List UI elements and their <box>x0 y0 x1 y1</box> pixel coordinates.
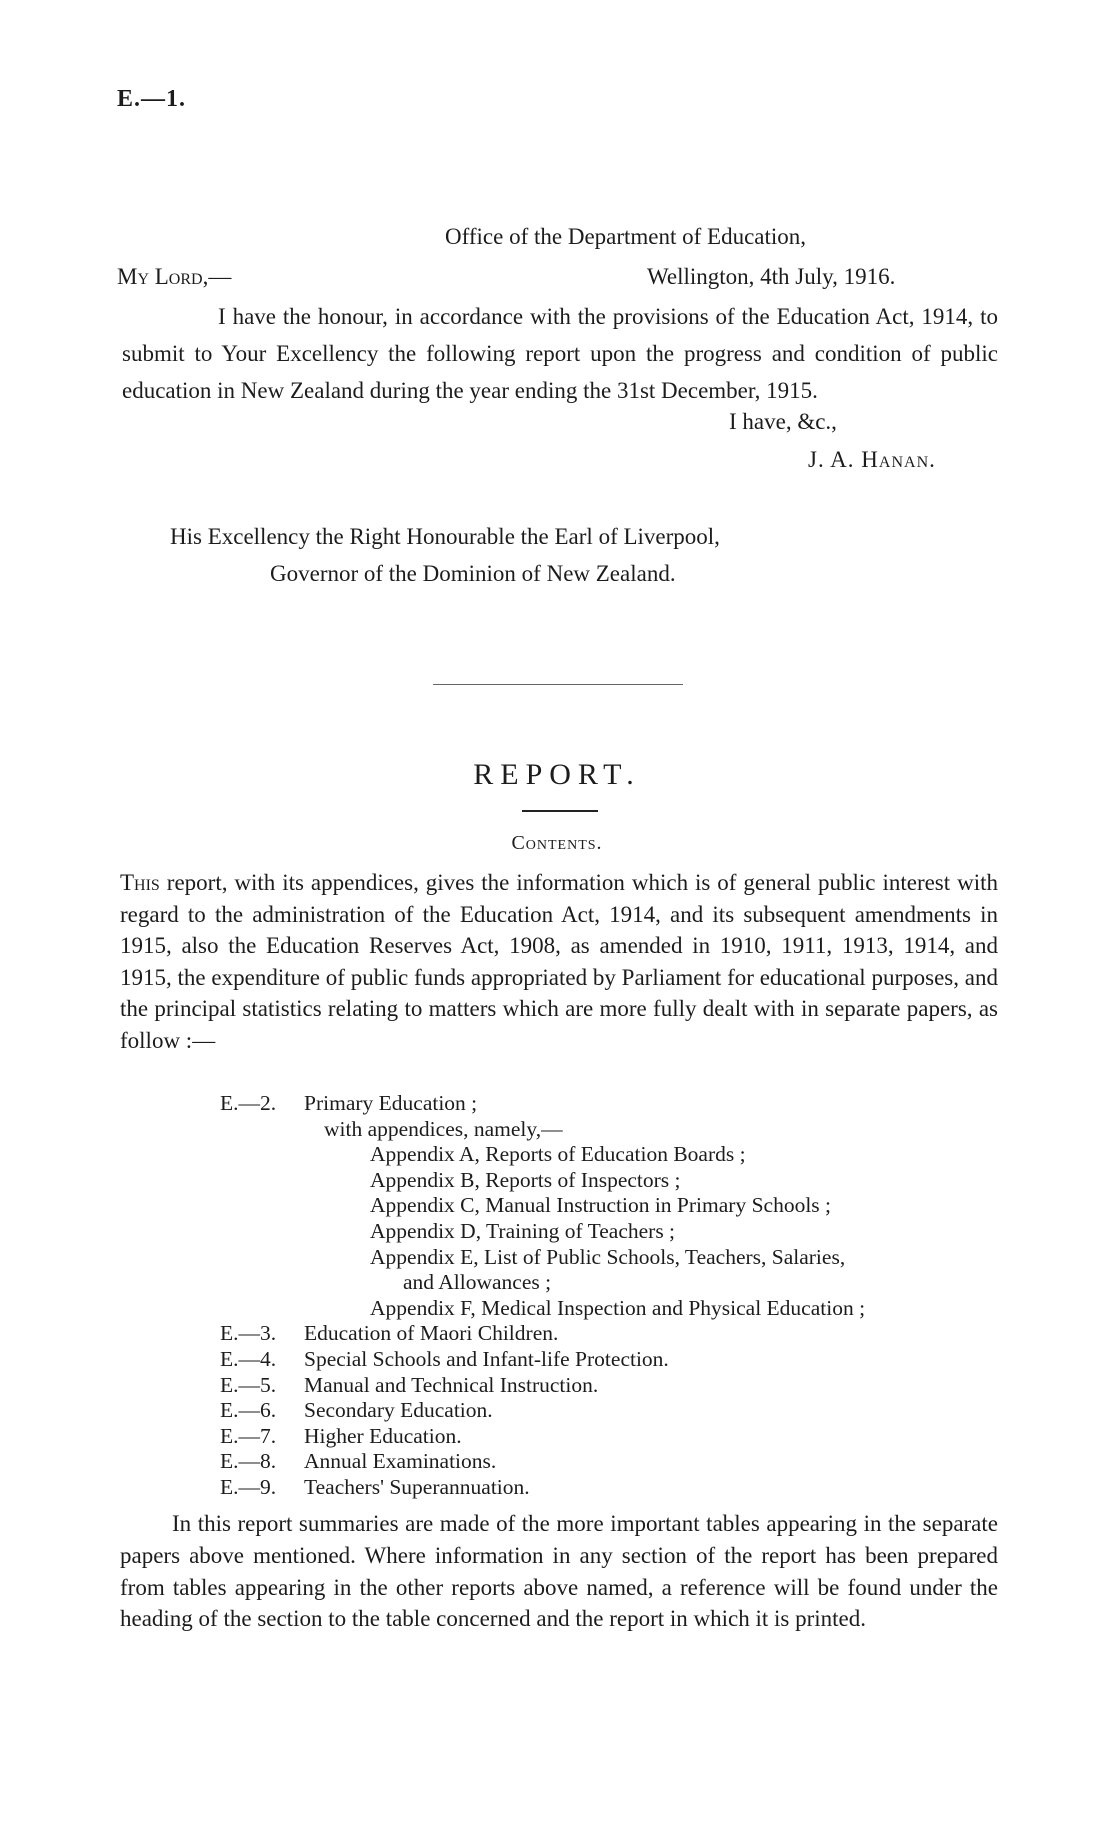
contents-heading: Contents. <box>511 832 603 854</box>
appendix-entry <box>220 1219 1010 1245</box>
page-reference: E.—1. <box>117 86 187 112</box>
separator-rule <box>433 684 683 685</box>
salutation: My Lord,— <box>117 264 232 289</box>
paper-entry <box>220 1321 1010 1347</box>
appendix-entry <box>220 1142 1010 1168</box>
letter-body: I have the honour, in accordance with the provisions of the Education Act, 1914, to submit to Your Excellency the following report upon the progress and condition of public education in New Zealand during the year ending the 31st December, 1915. <box>122 304 998 403</box>
letter-closing: I have, &c., <box>729 409 837 434</box>
closing-paragraph: In this report summaries are made of the more important tables appearing in the separate papers above mentioned. Where information in any section of the report has been prepared from tables appearing in the other reports above named, a reference will be found under the heading of the section to the table concerned and the report in which it is printed. <box>120 1511 998 1632</box>
appendix-continuation <box>220 1270 1010 1296</box>
intro-text: report, with its appendices, gives the information which is of general public interest with regard to the administration of the Education Act, 1914, and its subsequent amendments in 1915, also the Education Reserves Act, 1908, as amended in 1910, 1911, 1913, 1914, and 1915, the expenditure of public funds appropriated by Parliament for educational purposes, and the principal statistics relating to matters which are more fully dealt with in separate papers, as follow :— <box>120 870 998 1053</box>
appendices-intro: with appendices, namely,— <box>324 1116 563 1141</box>
papers-list <box>220 1091 1010 1501</box>
appendix-title-continued: and Allowances ; <box>403 1270 552 1295</box>
signatory: J. A. Hanan. <box>808 447 936 472</box>
paper-entry <box>220 1398 1010 1424</box>
paper-entry <box>220 1424 1010 1450</box>
paper-title: Education of Maori Children. <box>304 1321 559 1346</box>
paper-title: Special Schools and Infant-life Protection. <box>304 1346 669 1371</box>
report-heading: REPORT. <box>473 758 641 791</box>
paper-code: E.—6. <box>220 1398 277 1423</box>
paper-title: Higher Education. <box>304 1423 462 1448</box>
paper-code: E.—3. <box>220 1321 277 1346</box>
appendix-entry <box>220 1168 1010 1194</box>
paper-code: E.—8. <box>220 1449 277 1474</box>
paper-code: E.—2. <box>220 1091 277 1115</box>
paper-entry <box>220 1347 1010 1373</box>
place-date: Wellington, 4th July, 1916. <box>647 264 896 289</box>
appendix-entry <box>220 1193 1010 1219</box>
addressee-line-2: Governor of the Dominion of New Zealand. <box>270 561 676 586</box>
appendix-title: Appendix D, Training of Teachers ; <box>370 1218 676 1243</box>
office-line: Office of the Department of Education, <box>445 224 807 249</box>
paper-code: E.—9. <box>220 1474 277 1499</box>
paper-code: E.—4. <box>220 1346 277 1371</box>
addressee-line-1: His Excellency the Right Honourable the Earl of Liverpool, <box>170 524 720 549</box>
intro-lead-word: This <box>120 870 160 895</box>
paper-title: Teachers' Superannuation. <box>304 1474 530 1499</box>
paper-entry <box>220 1449 1010 1475</box>
appendix-entry <box>220 1296 1010 1322</box>
appendix-title: Appendix B, Reports of Inspectors ; <box>370 1167 681 1192</box>
appendix-title: Appendix F, Medical Inspection and Physical Education ; <box>370 1295 866 1320</box>
intro-paragraph <box>120 867 998 1056</box>
paper-code: E.—7. <box>220 1423 277 1448</box>
appendix-title: Appendix E, List of Public Schools, Teachers, Salaries, <box>370 1244 846 1269</box>
paper-title: Annual Examinations. <box>304 1449 497 1474</box>
appendix-entry <box>220 1245 1010 1271</box>
paper-code: E.—5. <box>220 1372 277 1397</box>
heading-rule <box>522 810 598 812</box>
paper-entry <box>220 1373 1010 1399</box>
paper-title: Manual and Technical Instruction. <box>304 1372 599 1397</box>
appendices-intro-row <box>220 1117 1010 1143</box>
appendix-title: Appendix A, Reports of Education Boards ; <box>370 1142 746 1167</box>
paper-entry <box>220 1091 1010 1117</box>
paper-title: Primary Education ; <box>304 1091 478 1115</box>
paper-title: Secondary Education. <box>304 1398 493 1423</box>
paper-entry <box>220 1475 1010 1501</box>
appendix-title: Appendix C, Manual Instruction in Primary Schools ; <box>370 1193 832 1218</box>
